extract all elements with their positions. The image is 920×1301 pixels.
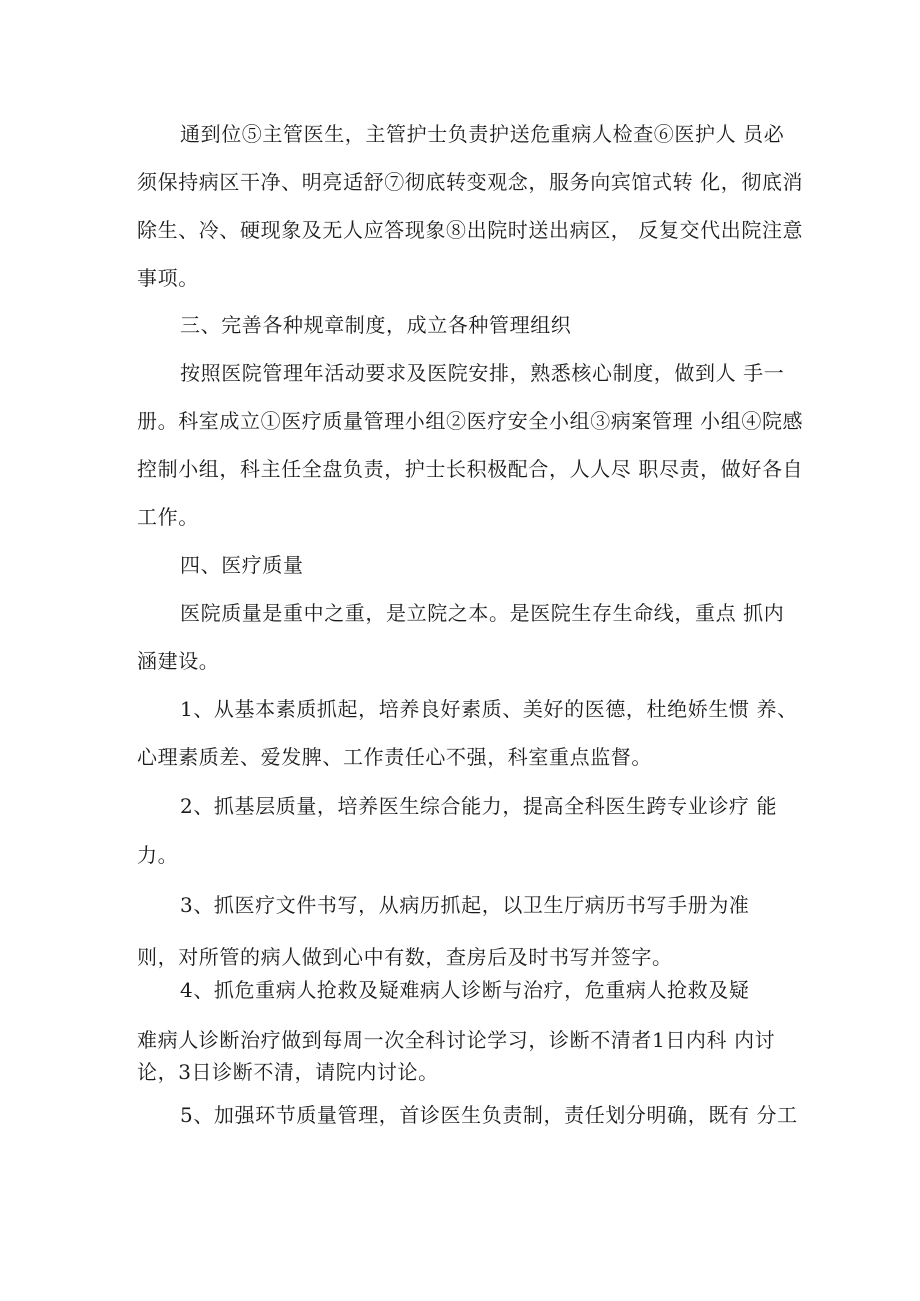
text-line: 按照医院管理年活动要求及医院安排，熟悉核心制度，做到人 手一: [180, 361, 785, 385]
list-item: 3、抓医疗文件书写，从病历抓起，以卫生厅病历书写手册为准: [180, 893, 750, 917]
section-heading: 四、医疗质量: [180, 553, 304, 577]
list-item: 5、加强环节质量管理，首诊医生负责制，责任划分明确，既有 分工: [180, 1103, 798, 1127]
text-line: 难病人诊断治疗做到每周一次全科讨论学习，诊断不清者1日内科 内讨: [137, 1028, 776, 1052]
text-line: 心理素质差、爱发脾、工作责任心不强，科室重点监督。: [137, 745, 652, 769]
text-line: 册。科室成立①医疗质量管理小组②医疗安全小组③病案管理 小组④院感: [137, 409, 804, 433]
list-item: 2、抓基层质量，培养医生综合能力，提高全科医生跨专业诊疗 能: [180, 794, 778, 818]
text-line: 涵建设。: [137, 649, 220, 673]
list-item: 4、抓危重病人抢救及疑难病人诊断与治疗，危重病人抢救及疑: [180, 978, 750, 1002]
text-line: 论，3日诊断不清，请院内讨论。: [137, 1060, 439, 1084]
text-line: 通到位⑤主管医生，主管护士负责护送危重病人检查⑥医护人 员必: [180, 122, 785, 146]
text-line: 力。: [137, 843, 179, 867]
text-line: 医院质量是重中之重，是立院之本。是医院生存生命线，重点 抓内: [180, 601, 785, 625]
section-heading: 三、完善各种规章制度，成立各种管理组织: [180, 313, 572, 337]
text-line: 则，对所管的病人做到心中有数，查房后及时书写并签字。: [137, 945, 673, 969]
text-line: 事项。: [137, 266, 199, 290]
text-line: 控制小组，科主任全盘负责，护士长积极配合，人人尽 职尽责，做好各自: [137, 457, 804, 481]
text-line: 工作。: [137, 505, 199, 529]
list-item: 1、从基本素质抓起，培养良好素质、美好的医德，杜绝娇生惯 养、: [180, 697, 798, 721]
text-line: 须保持病区干净、明亮适舒⑦彻底转变观念，服务向宾馆式转 化，彻底消: [137, 170, 804, 194]
text-line: 除生、冷、硬现象及无人应答现象⑧出院时送出病区， 反复交代出院注意: [137, 218, 804, 242]
